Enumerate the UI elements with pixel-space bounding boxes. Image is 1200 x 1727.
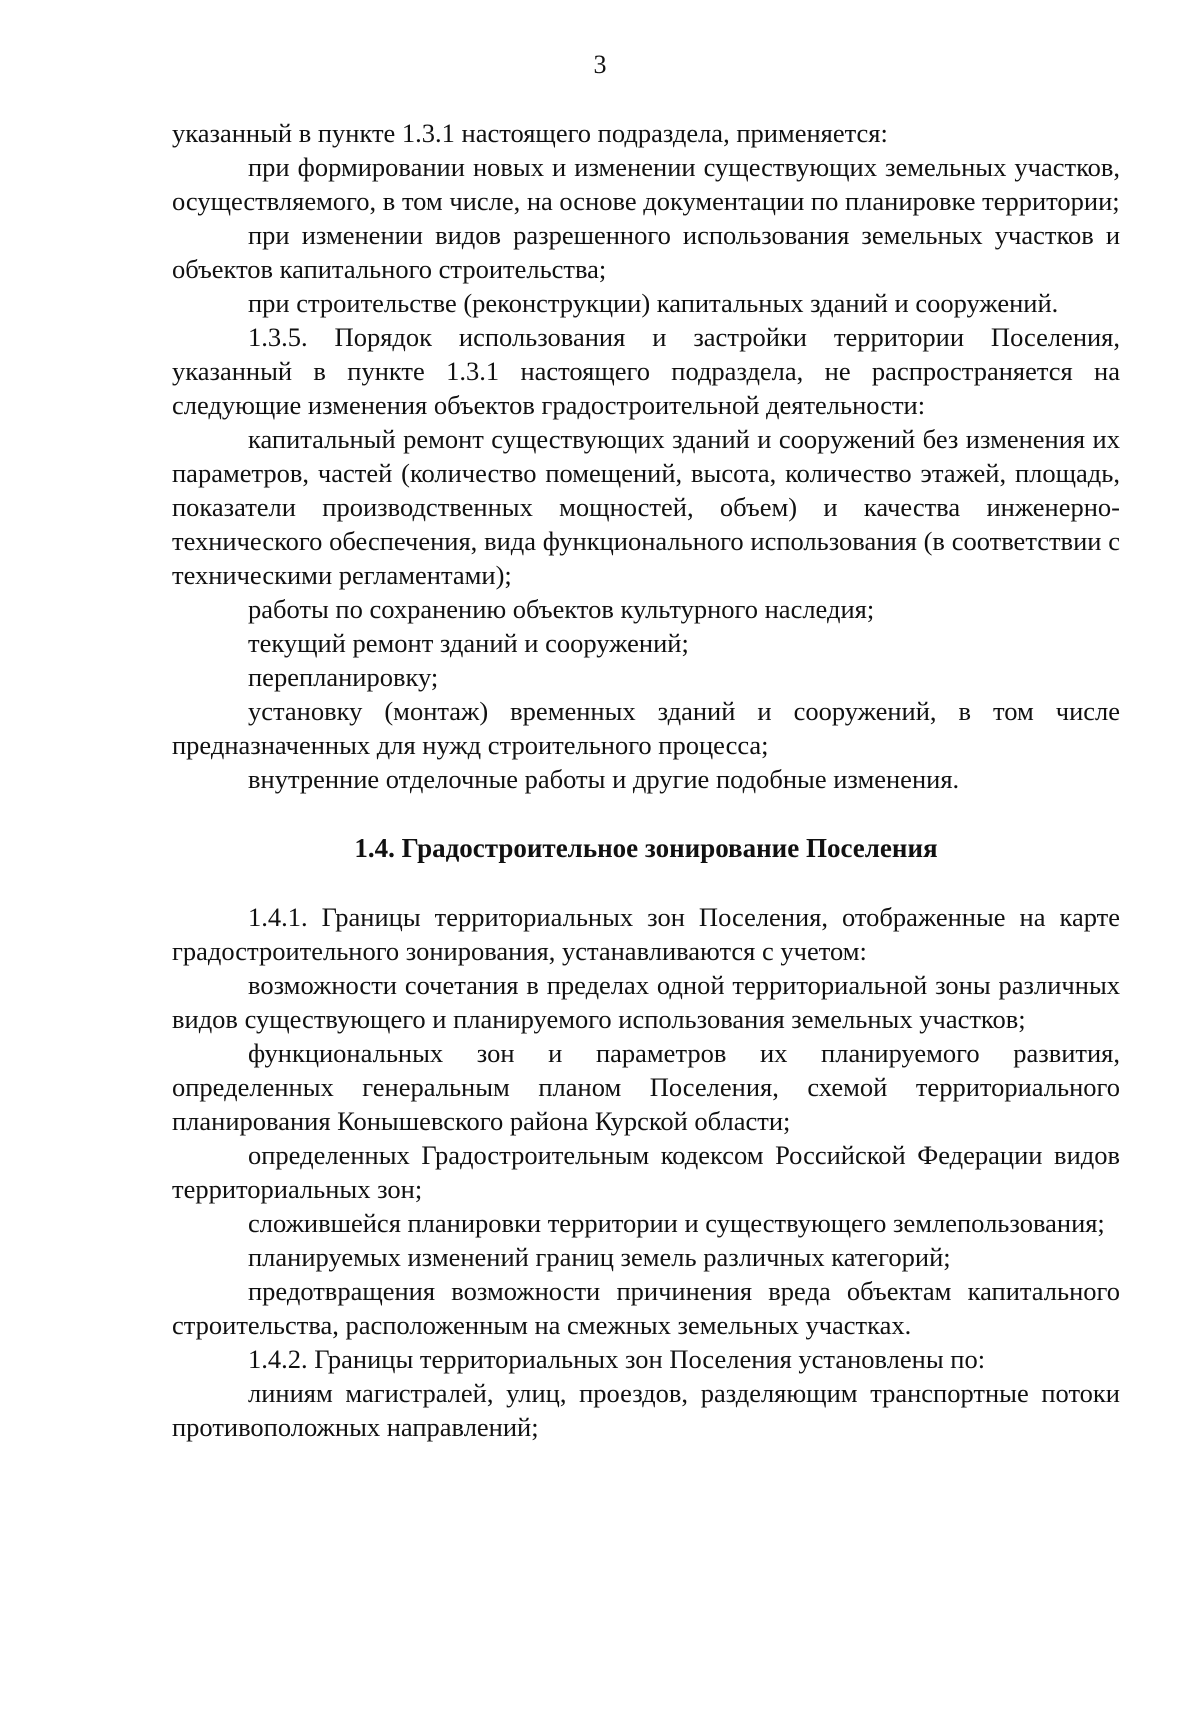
section-1-4-paragraphs — [172, 900, 1120, 1444]
page-number: 3 — [593, 50, 607, 79]
paragraph: перепланировку; — [248, 662, 439, 692]
paragraph: предотвращения возможности причинения вреда объектам капитального строительства, расположенным на смежных земельных участках. — [172, 1276, 1120, 1340]
document-body — [172, 116, 1120, 1444]
paragraph: определенных Градостроительным кодексом Российской Федерации видов территориальных зон; — [172, 1140, 1120, 1204]
paragraph: работы по сохранению объектов культурного наследия; — [248, 594, 875, 624]
section-1-3-paragraphs — [172, 116, 1120, 796]
paragraph: при строительстве (реконструкции) капитальных зданий и сооружений. — [248, 288, 1059, 318]
paragraph: 1.4.2. Границы территориальных зон Поселения установлены по: — [248, 1344, 986, 1374]
paragraph: 1.3.5. Порядок использования и застройки территории Поселения, указанный в пункте 1.3.1 настоящего подраздела, не распространяется на следующие изменения объектов градостроительной деятельности: — [172, 322, 1120, 420]
paragraph: внутренние отделочные работы и другие подобные изменения. — [248, 764, 960, 794]
paragraph: сложившейся планировки территории и существующего землепользования; — [248, 1208, 1105, 1238]
paragraph: капитальный ремонт существующих зданий и сооружений без изменения их параметров, частей (количество помещений, высота, количество этажей, площадь, показатели производственных мощностей, объем) и качества инженерно-технического обеспечения, вида функционального использования (в соответствии с техническими регламентами); — [172, 424, 1120, 590]
paragraph: возможности сочетания в пределах одной территориальной зоны различных видов существующего и планируемого использования земельных участков; — [172, 970, 1120, 1034]
paragraph: при изменении видов разрешенного использования земельных участков и объектов капитального строительства; — [172, 220, 1120, 284]
paragraph: линиям магистралей, улиц, проездов, разделяющим транспортные потоки противоположных направлений; — [172, 1378, 1120, 1442]
paragraph: планируемых изменений границ земель различных категорий; — [248, 1242, 951, 1272]
paragraph: установку (монтаж) временных зданий и сооружений, в том числе предназначенных для нужд строительного процесса; — [172, 696, 1120, 760]
paragraph: текущий ремонт зданий и сооружений; — [248, 628, 689, 658]
section-heading: 1.4. Градостроительное зонирование Поселения — [354, 833, 938, 863]
paragraph: 1.4.1. Границы территориальных зон Поселения, отображенные на карте градостроительного зонирования, устанавливаются с учетом: — [172, 902, 1120, 966]
paragraph: указанный в пункте 1.3.1 настоящего подраздела, применяется: — [172, 118, 888, 148]
paragraph: при формировании новых и изменении существующих земельных участков, осуществляемого, в том числе, на основе документации по планировке территории; — [172, 152, 1120, 216]
paragraph: функциональных зон и параметров их планируемого развития, определенных генеральным планом Поселения, схемой территориального планирования Конышевского района Курской области; — [172, 1038, 1120, 1136]
